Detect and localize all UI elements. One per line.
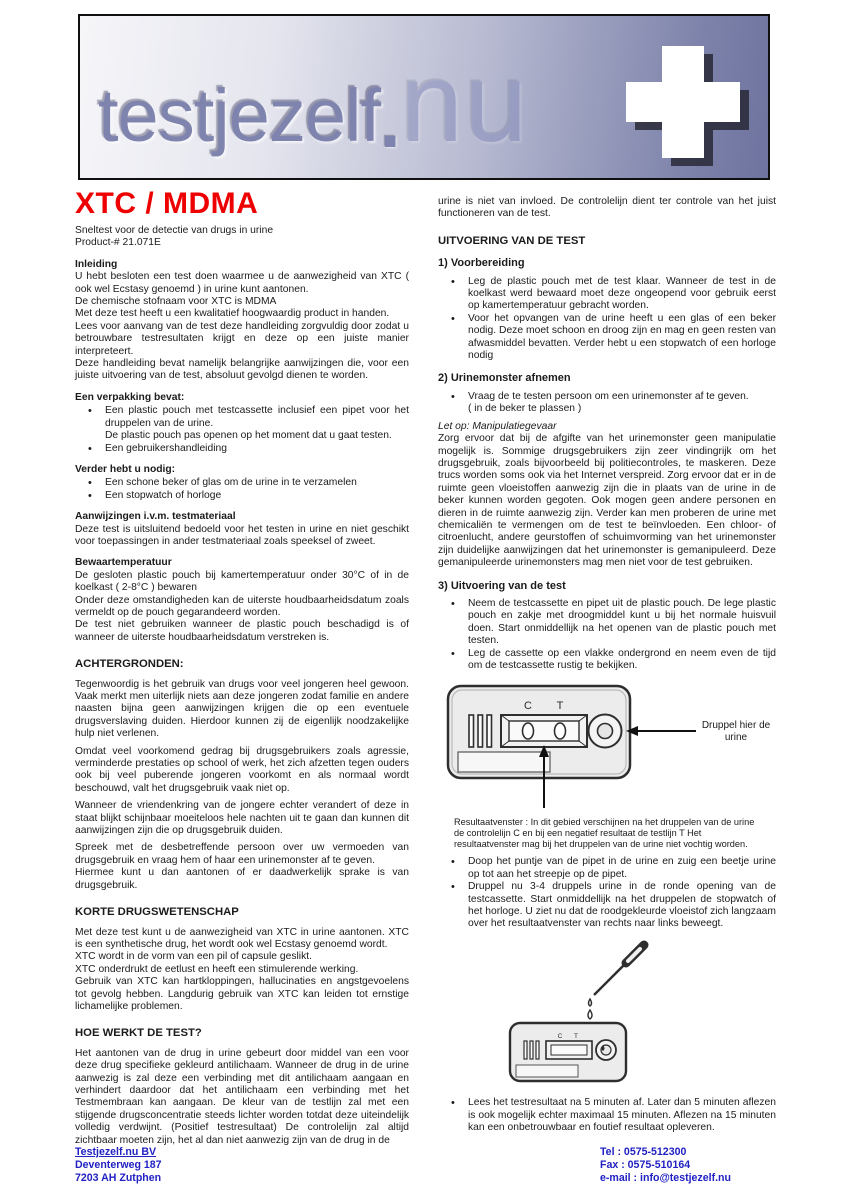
cassette-diagram xyxy=(444,682,776,814)
paragraph: Zorg ervoor dat bij de afgifte van het urinemonster geen manipulatie mogelijk is. Sommige drugsgebruikers zijn zeer vindingrijk om het drugsgebruik, zoals bijvoorbeeld bij politiecontroles, te maskeren. Deze trucs worden soms ook via het Internet verspreid. Zorg ervoor dat er in de ruimte geen vloeistoffen aanwezig zijn die in plaats van de urine in de beker kunnen worden gegoten. Ook mogen geen andere personen en dieren in de ruimte aanwezig zijn. Verder kan men proberen de urine met chemicaliën te vermengen om de test te beïnvloeden. Een chloor- of citroenlucht, andere geurstoffen of schuimvorming van het urinemonster zijn duidelijke aanwijzingen dat het urinemonster is gemanipuleerd. Deze gemanipuleerde urinemonsters mag men niet voor de test gebruiken. xyxy=(438,433,776,569)
label-control-line: C xyxy=(524,700,532,713)
subtitle: Sneltest voor de detectie van drugs in urine xyxy=(75,225,274,236)
paragraph: urine is niet van invloed. De controlelijn dient ter controle van het juist functioneren van de test. xyxy=(438,196,776,220)
phone-number: Tel : 0575-512300 xyxy=(600,1146,687,1158)
paragraph: Met deze test heeft u een kwalitatief hoogwaardig product in handen. xyxy=(75,308,390,320)
logo-banner xyxy=(78,14,770,180)
list-item: • Doop het puntje van de pipet in de urine en zuig een beetje urine op tot aan het streepje op de pipet. xyxy=(438,856,776,881)
label-test-line: T xyxy=(556,700,564,713)
list-item: • Voor het opvangen van de urine heeft u een glas of een beker nodig. Deze moet schoon en droog zijn en mag en geen resten van afwasmiddel bevatten. Verder hebt u een stopwatch of een horloge nodig xyxy=(438,313,776,363)
list-item: • Een gebruikershandleiding xyxy=(75,443,409,455)
paragraph: Hiermee kunt u dan aantonen of er daadwerkelijk sprake is van drugsgebruik. xyxy=(75,867,409,891)
bullet-list xyxy=(438,856,776,930)
address-line: 7203 AH Zutphen xyxy=(75,1172,162,1184)
paragraph: Tegenwoordig is het gebruik van drugs voor veel jongeren heel gewoon. Vaak merkt men uiterlijk niets aan deze jongeren zodat familie en andere naasten bijna geen aanwijzingen krijgen die op een eventuele drugsverslaving duiden. Hierdoor kunnen zij de eigenlijk noodzakelijke hulp niet verlenen. xyxy=(75,678,409,740)
fax-number: Fax : 0575-510164 xyxy=(600,1159,691,1171)
label-control-line: C xyxy=(557,1032,563,1040)
paragraph: Spreek met de desbetreffende persoon over uw vermoeden van drugsgebruik en vraag hem of haar een urinemonster af te geven. xyxy=(75,842,409,866)
list-item: • Leg de cassette op een vlakke ondergrond en neem even de tijd om de testcassette rustig te bekijken. xyxy=(438,648,776,673)
warning-heading: Let op: Manipulatiegevaar xyxy=(438,420,557,432)
logo-dot: . xyxy=(380,80,401,163)
paragraph: Omdat veel voorkomend gedrag bij drugsgebruikers zoals agressie, verminderde prestaties op school of werk, het zich afzetten tegen ouders ook bij veel puberende jongeren voorkomt en als normaal wordt beschouwd, valt het drugsgebruik vaak niet op. xyxy=(75,745,409,794)
heading-drugswetenschap: KORTE DRUGSWETENSCHAP xyxy=(75,906,239,919)
heading-uitvoering: UITVOERING VAN DE TEST xyxy=(438,234,586,247)
paragraph: Het aantonen van de drug in urine gebeurt door middel van een voor deze drug specifieke gekleurd antilichaam. Wanneer de drug in de urine aanwezig is zal deze een verbinding met dit antilichaam aangaan en verhindert daardoor dat het antilichaam een verbinding met het Testmembraan kan aangaan. De kleur van de testlijn zal met een stijgende drugsconcentratie steeds lichter worden totdat deze uiteindelijk volledig verdwijnt. (Positief testresultaat) De controlelijn zal altijd zichtbaar moeten zijn, het al dan niet aanwezig zijn van de drug in de xyxy=(75,1047,409,1146)
heading-achtergronden: ACHTERGRONDEN: xyxy=(75,658,184,671)
list-item: • Vraag de te testen persoon om een urinemonster af te geven. ( in de beker te plassen ) xyxy=(438,391,776,416)
heading-verpakking: Een verpakking bevat: xyxy=(75,391,185,403)
footer-address xyxy=(75,1146,162,1185)
paragraph: Gebruik van XTC kan hartkloppingen, hallucinaties en angstgevoelens tot gevolg hebben. Langdurig gebruik van XTC kan leiden tot ernstige lichamelijke problemen. xyxy=(75,976,409,1012)
paragraph: De chemische stofnaam voor XTC is MDMA xyxy=(75,296,277,308)
heading-urinemonster: 2) Urinemonster afnemen xyxy=(438,372,571,385)
list-item: • Lees het testresultaat na 5 minuten af. Later dan 5 minuten aflezen is ook mogelijk echter maximaal 15 minuten. Aflezen na 15 minuten kan een onbetrouwbaar en foutief resultaat opleveren. xyxy=(438,1097,776,1134)
paragraph: Met deze test kunt u de aanwezigheid van XTC in urine aantonen. XTC is een synthetische drug, het wordt ook wel Ecstasy genoemd wordt. xyxy=(75,926,409,950)
list-item: • Een plastic pouch met testcassette inclusief een pipet voor het druppelen van de urine. De plastic pouch pas openen op het moment dat u gaat testen. xyxy=(75,405,409,442)
logo xyxy=(98,38,529,167)
list-item: • Leg de plastic pouch met de test klaar. Wanneer de test in de koelkast werd bewaard moet deze ongeopend voor gebruik eerst op kamertemperatuur gebracht worden. xyxy=(438,276,776,313)
label-test-line: T xyxy=(574,1032,578,1040)
arrow-label: Druppel hier de xyxy=(701,720,771,732)
list-item: • Een stopwatch of horloge xyxy=(75,490,409,502)
page-title: XTC / MDMA xyxy=(75,187,259,220)
list-item: • Neem de testcassette en pipet uit de plastic pouch. De lege plastic pouch en zakje met droogmiddel kunt u bij het normale huisvuil doen. Start onmiddellijk na het openen van de plastic pouch met testen. xyxy=(438,598,776,648)
bullet-list xyxy=(438,276,776,363)
paragraph: De gesloten plastic pouch bij kamertemperatuur onder 30°C of in de koelkast ( 2-8°C ) bewaren xyxy=(75,569,409,594)
heading-bewaartemperatuur: Bewaartemperatuur xyxy=(75,557,172,569)
paragraph: Wanneer de vriendenkring van de jongere echter verandert of deze in staat blijkt schijnbaar moeiteloos hele nachten uit te gaan dan kunnen dit aanwijzingen zijn die op drugsgebruik duiden. xyxy=(75,800,409,837)
paragraph: Onder deze omstandigheden kan de uiterste houdbaarheidsdatum zoals vermeldt op de pouch gegarandeerd worden. xyxy=(75,594,409,618)
bullet-list xyxy=(438,598,776,672)
address-line: Deventerweg 187 xyxy=(75,1159,162,1171)
heading-uitvoering-test: 3) Uitvoering van de test xyxy=(438,579,566,592)
paragraph: Lees voor aanvang van de test deze handleiding zorgvuldig door zodat u betrouwbare testresultaten krijgt en deze op een juiste manier interpreteert. xyxy=(75,320,409,357)
figure-caption: Resultaatvenster : In dit gebied verschijnen na het druppelen van de urine de controlelijn C en bij een negatief resultaat de testlijn T Het resultaatvenster mag bij het druppelen van de urine niet vochtig worden. xyxy=(454,816,755,850)
list-item: • Druppel nu 3-4 druppels urine in de ronde opening van de testcassette. Start onmiddellijk na het druppelen de stopwatch of het horloge. U ziet nu dat de roodgekleurde vloeistof zich langzaam over het resultaatvenster van rechts naar links beweegt. xyxy=(438,881,776,931)
heading-aanwijzingen: Aanwijzingen i.v.m. testmateriaal xyxy=(75,511,236,523)
bullet-list xyxy=(75,477,409,502)
paragraph: Deze test is uitsluitend bedoeld voor het testen in urine en niet geschikt voor toepassingen in ander testmateriaal zoals speeksel of zweet. xyxy=(75,523,409,547)
paragraph: De test niet gebruiken wanneer de plastic pouch beschadigd is of wanneer de uiterste houdbaarheidsdatum verstreken is. xyxy=(75,619,409,643)
logo-text: testjezelf xyxy=(98,74,381,157)
bullet-list xyxy=(438,391,776,416)
medical-cross-icon xyxy=(602,30,752,170)
heading-inleiding: Inleiding xyxy=(75,258,118,270)
paragraph: XTC wordt in de vorm van een pil of capsule geslikt. xyxy=(75,951,312,963)
paragraph: U hebt besloten een test doen waarmee u de aanwezigheid van XTC ( ook wel Ecstasy genoemd ) in urine kunt aantonen. xyxy=(75,271,409,295)
company-name: Testjezelf.nu BV xyxy=(75,1146,157,1158)
right-column xyxy=(438,196,776,1134)
pipette-diagram xyxy=(502,939,776,1091)
heading-hoe-werkt: HOE WERKT DE TEST? xyxy=(75,1027,202,1040)
heading-nodig: Verder hebt u nodig: xyxy=(75,463,176,475)
paragraph: XTC onderdrukt de eetlust en heeft een stimulerende werking. xyxy=(75,963,359,975)
logo-suffix: nu xyxy=(400,40,530,165)
heading-voorbereiding: 1) Voorbereiding xyxy=(438,257,525,270)
footer-contact xyxy=(600,1146,731,1185)
left-column xyxy=(75,188,409,1147)
bullet-list xyxy=(438,1097,776,1134)
bullet-list xyxy=(75,405,409,455)
list-item: • Een schone beker of glas om de urine in te verzamelen xyxy=(75,477,409,489)
email-address: e-mail : info@testjezelf.nu xyxy=(600,1172,731,1184)
product-number: Product-# 21.071E xyxy=(75,237,161,249)
paragraph: Deze handleiding bevat namelijk belangrijke aanwijzingen die, voor een juiste uitvoering van de test, absoluut gevolgd dienen te worden. xyxy=(75,358,409,382)
arrow-label: urine xyxy=(724,732,748,744)
